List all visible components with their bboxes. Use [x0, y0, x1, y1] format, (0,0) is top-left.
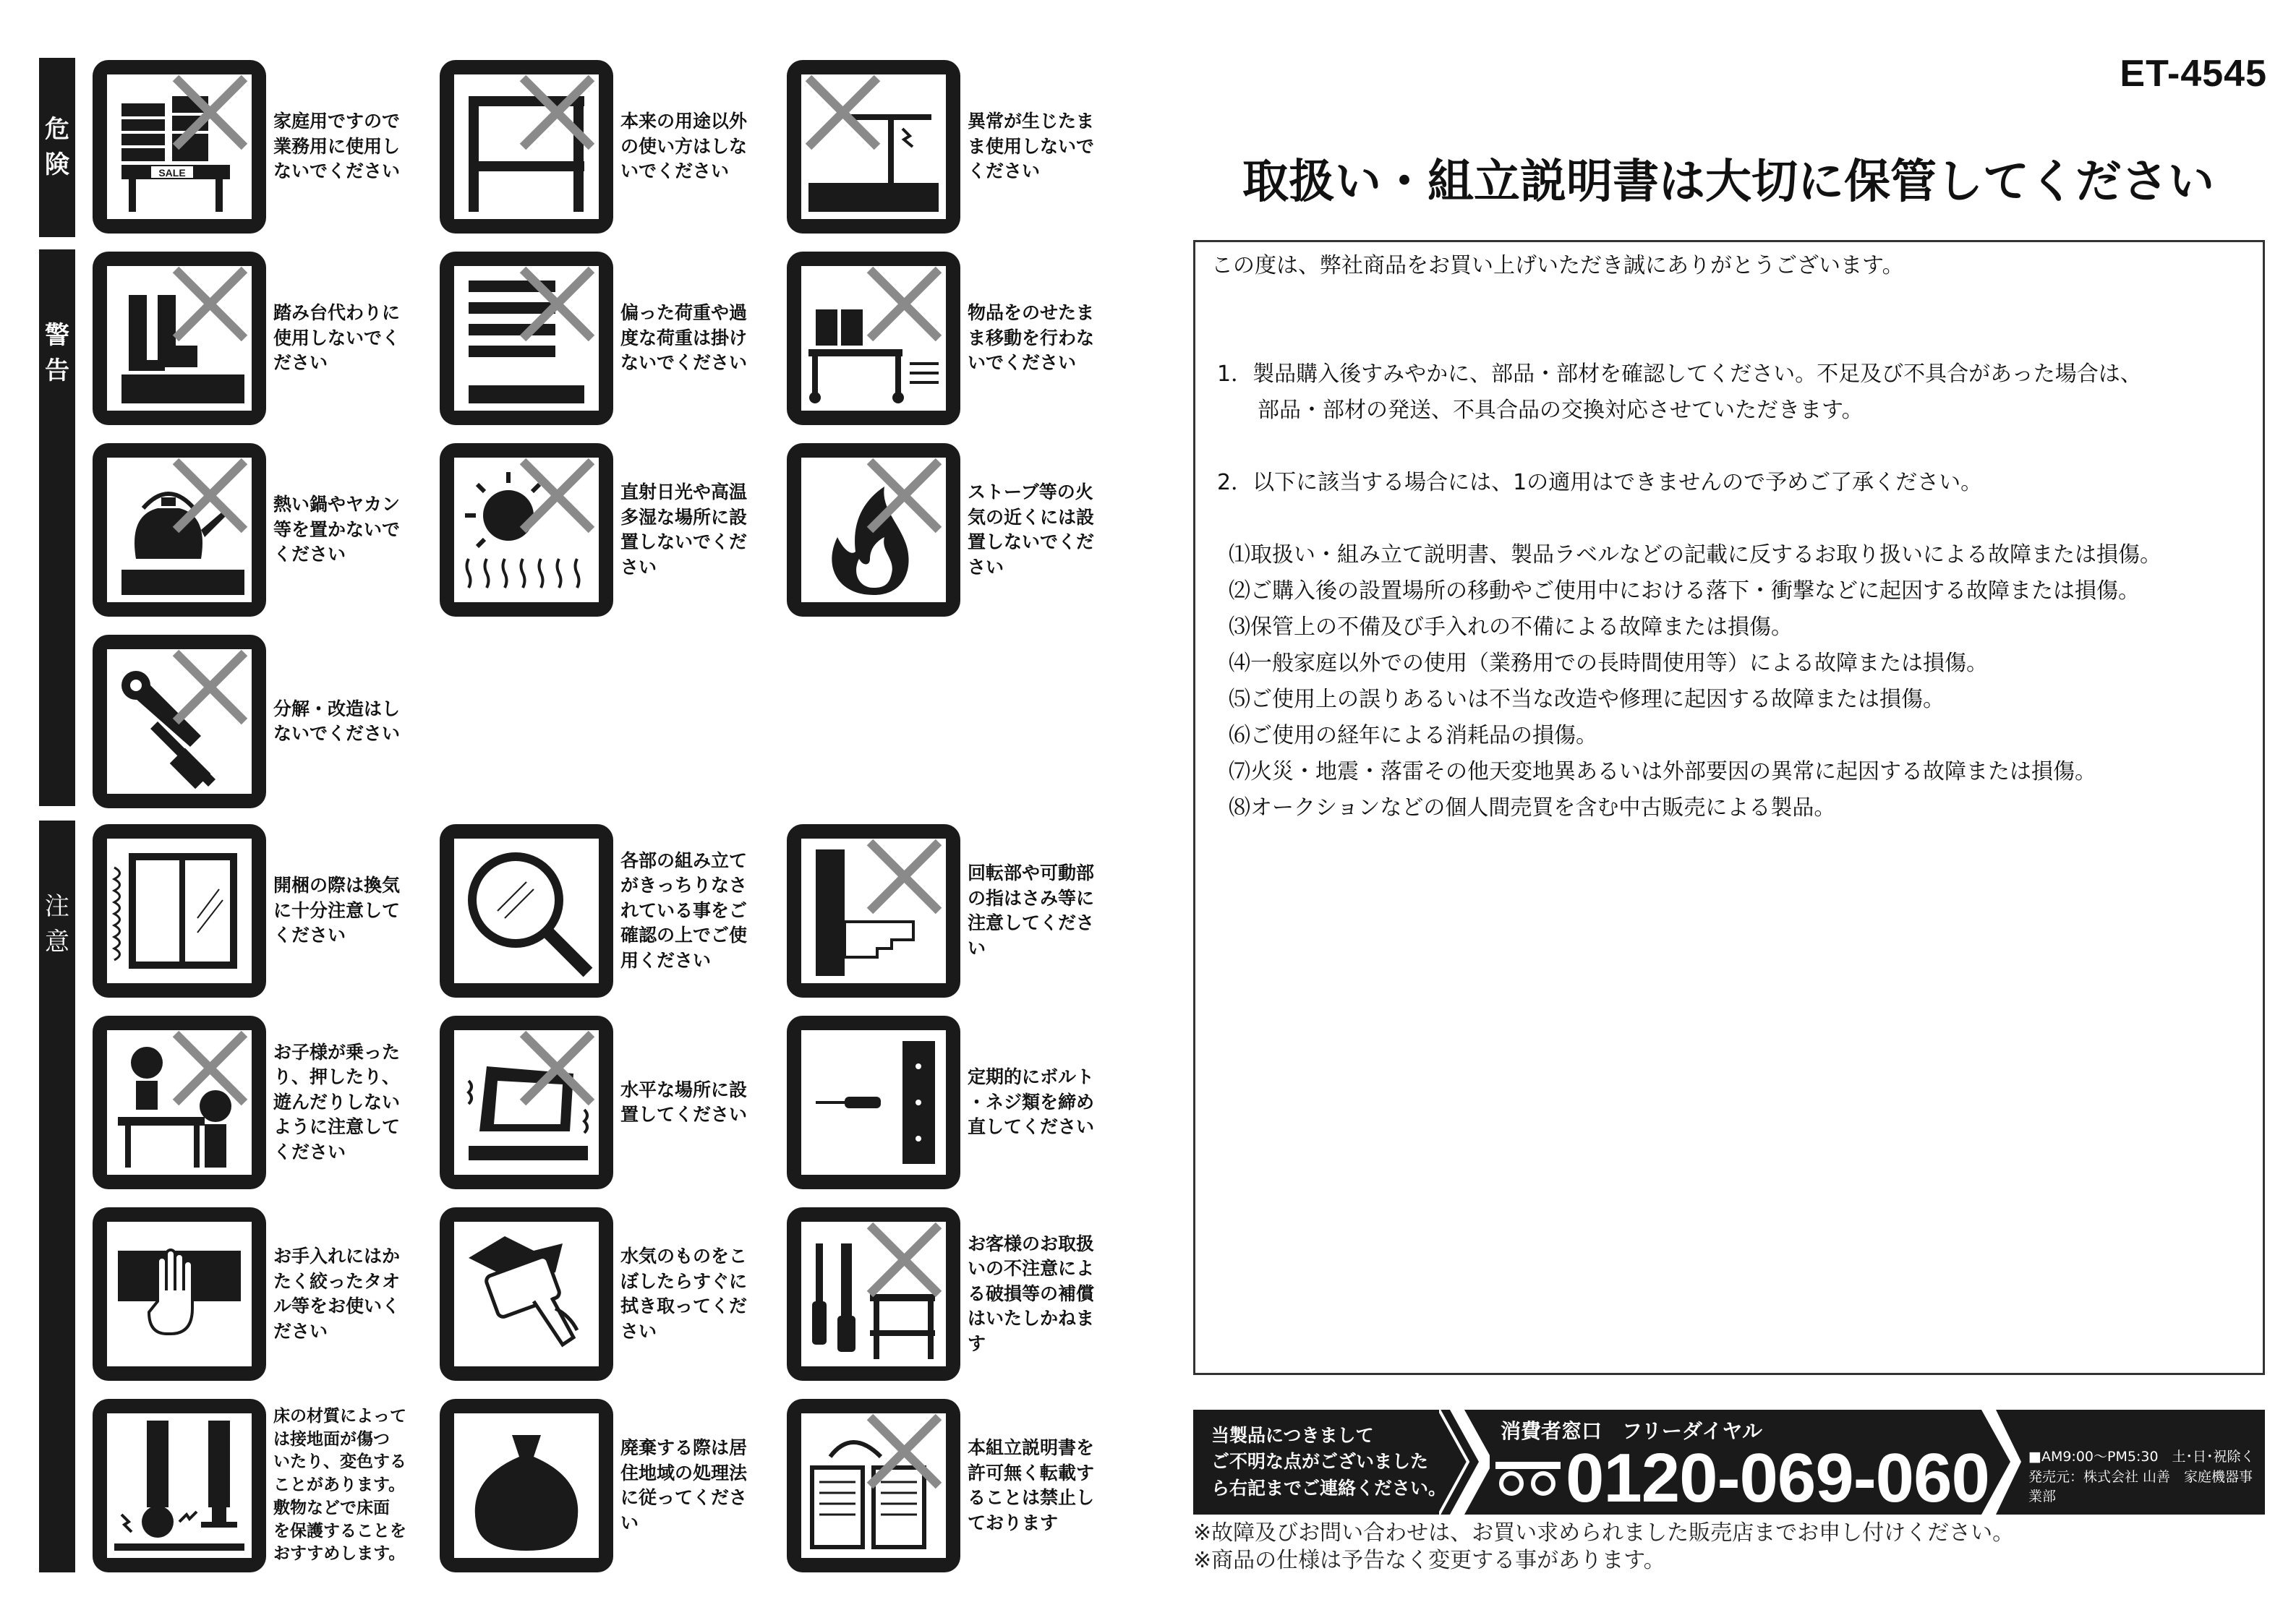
magnifier-icon	[440, 824, 613, 998]
exclusion-item: ⑹ご使用の経年による消耗品の損傷。	[1229, 723, 1597, 748]
exclusion-item: ⑵ご購入後の設置場所の移動やご使用中における落下・衝撃などに起因する故障または損傷。	[1229, 578, 2140, 604]
exclusion-item: ⑸ご使用上の誤りあるいは不当な改造や修理に起因する故障または損傷。	[1229, 687, 1945, 712]
warning-cell-11	[93, 824, 425, 998]
chevron-right-icon	[1439, 1410, 1490, 1515]
warning-text-15: 水平な場所に設 置してください	[620, 1079, 748, 1125]
hot-kettle-icon	[93, 443, 266, 617]
freedial-icon	[1495, 1455, 1561, 1498]
chevron-right-icon	[1978, 1410, 2021, 1515]
notice-item-1-cont: 部品・部材の発送、不具合品の交換対応させていただきます。	[1258, 398, 1864, 423]
step-stool-icon	[93, 252, 266, 425]
freedial-label: 消費者窓口 フリーダイヤル	[1501, 1419, 1763, 1443]
caution-char-2: 意	[45, 928, 69, 957]
warning-text-19: お客様のお取扱 いの不注意によ る破損等の補償 はいたしかねま す	[968, 1233, 1095, 1354]
warning-text-18: 水気のものをこ ぼしたらすぐに 拭き取ってくだ さい	[620, 1246, 748, 1342]
warning-text-22: 本組立説明書を 許可無く転載す ることは禁止し ております	[968, 1437, 1095, 1533]
warning-text-16: 定期的にボルト ・ネジ類を締め 直してください	[968, 1066, 1095, 1138]
warning-cell-19	[787, 1207, 1119, 1381]
warning-cell-21	[440, 1399, 772, 1572]
warning-text-2: 本来の用途以外 の使い方はしな いでください	[620, 111, 748, 182]
footer-notes	[1193, 1520, 2014, 1574]
shelf-sale-icon	[93, 60, 266, 234]
warning-text-17: お手入れにはか たく絞ったタオ ル等をお使いく ださい	[273, 1246, 401, 1342]
greeting: この度は、弊社商品をお買い上げいただき誠にありがとうございます。	[1211, 253, 1904, 278]
contact-bar	[1193, 1410, 2265, 1515]
warning-text-1: 家庭用ですので 業務用に使用し ないでください	[273, 111, 401, 182]
svg-text:SALE: SALE	[158, 167, 186, 179]
exclusion-item: ⑺火災・地震・落雷その他天変地異あるいは外部要因の異常に起因する故障または損傷。	[1229, 759, 2096, 784]
caution-char-1: 注	[45, 892, 69, 921]
category-band-warning	[39, 249, 75, 806]
flame-icon	[787, 443, 960, 617]
copy-prohibited-icon	[787, 1399, 960, 1572]
footer-note: ※商品の仕様は予告なく変更する事があります。	[1193, 1547, 1665, 1573]
category-band-caution	[39, 821, 75, 1572]
danger-char-1: 危	[45, 114, 69, 144]
warning-cell-12	[440, 824, 772, 998]
warning-text-21: 廃棄する際は居 住地域の処理法 に従ってくださ い	[620, 1437, 748, 1533]
exclusion-item: ⑴取扱い・組み立て説明書、製品ラベルなどの記載に反するお取り扱いによる故障または損傷。	[1229, 542, 2161, 568]
warning-cell-14	[93, 1016, 425, 1189]
overload-icon	[440, 252, 613, 425]
warning-cell-4	[93, 252, 425, 425]
warning-cell-16	[787, 1016, 1119, 1189]
warning-cell-2	[440, 60, 772, 234]
notice-item-2: 2．以下に該当する場合には、1の適用はできませんので予めご了承ください。	[1217, 470, 1983, 495]
warning-char-1: 警	[45, 321, 69, 350]
exclusion-item: ⑶保管上の不備及び手入れの不備による故障または損傷。	[1229, 614, 1793, 640]
abnormal-icon	[787, 60, 960, 234]
warning-text-4: 踏み台代わりに 使用しないでく ださい	[273, 302, 401, 374]
business-hours: ■AM9:00〜PM5:30 土･日･祝除く 発売元：株式会社 山善 家庭機器事業部	[2028, 1449, 2255, 1505]
level-floor-icon	[440, 1016, 613, 1189]
model-number: ET-4545	[2120, 53, 2267, 95]
warning-text-6: 物品をのせたま ま移動を行わな いでください	[968, 302, 1095, 374]
warning-char-2: 告	[45, 356, 69, 386]
warning-cell-9	[787, 443, 1119, 617]
warning-text-12: 各部の組み立て がきっちりなさ れている事をご 確認の上でご使 用ください	[620, 849, 748, 971]
warning-text-20: 床の材質によって は接地面が傷つ いたり、変色する ことがあります。 敷物などで床面 を保護することを おすすめします。	[273, 1406, 406, 1564]
garbage-bag-icon	[440, 1399, 613, 1572]
tools-disassembly-icon	[93, 635, 266, 808]
exclusion-item: ⑻オークションなどの個人間売買を含む中古販売による製品。	[1229, 795, 1836, 821]
warning-text-3: 異常が生じたま ま使用しないで ください	[968, 111, 1095, 182]
warning-cell-17	[93, 1207, 425, 1381]
window-ventilation-icon	[93, 824, 266, 998]
warning-cell-6	[787, 252, 1119, 425]
warning-text-5: 偏った荷重や過 度な荷重は掛け ないでください	[620, 302, 748, 374]
wipe-water-icon	[440, 1207, 613, 1381]
exclusion-item: ⑷一般家庭以外での使用（業務用での長時間使用等）による故障または損傷。	[1229, 651, 1988, 676]
warning-cell-5	[440, 252, 772, 425]
warning-cell-8	[440, 443, 772, 617]
warning-cell-10	[93, 635, 425, 808]
notice-item-1: 1．製品購入後すみやかに、部品・部材を確認してください。不足及び不具合があった場合は、	[1217, 361, 2142, 387]
warning-text-13: 回転部や可動部 の指はさみ等に 注意してくださ い	[968, 862, 1095, 959]
warning-cell-7	[93, 443, 425, 617]
warning-text-11: 開梱の際は換気 に十分注意して ください	[273, 875, 401, 946]
rack-misuse-icon	[440, 60, 613, 234]
footer-note: ※故障及びお問い合わせは、お買い求められました販売店までお申し付けください。	[1193, 1520, 2015, 1546]
warning-cell-1	[93, 60, 425, 234]
warning-text-8: 直射日光や高温 多湿な場所に設 置しないでくだ さい	[620, 481, 748, 578]
warning-text-10: 分解・改造はし ないでください	[273, 698, 401, 744]
phone-number[interactable]: 0120-069-060	[1566, 1439, 1989, 1517]
warning-cell-15	[440, 1016, 772, 1189]
warning-cell-20	[93, 1399, 425, 1572]
warning-cell-13	[787, 824, 1119, 998]
page-title: 取扱い・組立説明書は大切に保管してください	[1242, 155, 2214, 209]
danger-char-2: 険	[45, 150, 69, 179]
screwdriver-bolts-icon	[787, 1016, 960, 1189]
pinch-hand-icon	[787, 824, 960, 998]
warning-cell-3	[787, 60, 1119, 234]
wipe-hand-icon	[93, 1207, 266, 1381]
notice-box	[1193, 240, 2265, 1375]
warning-cell-22	[787, 1399, 1119, 1572]
inquiry-text: 当製品につきまして ご不明な点がございました ら右記までご連絡ください。	[1211, 1425, 1447, 1499]
warning-text-9: ストーブ等の火 気の近くには設 置しないでくだ さい	[968, 481, 1095, 578]
sunlight-humidity-icon	[440, 443, 613, 617]
warning-text-14: お子様が乗った り、押したり、 遊んだりしない ように注意して ください	[273, 1041, 401, 1162]
moving-cart-icon	[787, 252, 960, 425]
tools-damage-icon	[787, 1207, 960, 1381]
warning-cell-18	[440, 1207, 772, 1381]
floor-protect-icon	[93, 1399, 266, 1572]
warning-text-7: 熱い鍋やヤカン 等を置かないで ください	[273, 494, 401, 565]
category-band-danger	[39, 58, 75, 237]
children-icon	[93, 1016, 266, 1189]
